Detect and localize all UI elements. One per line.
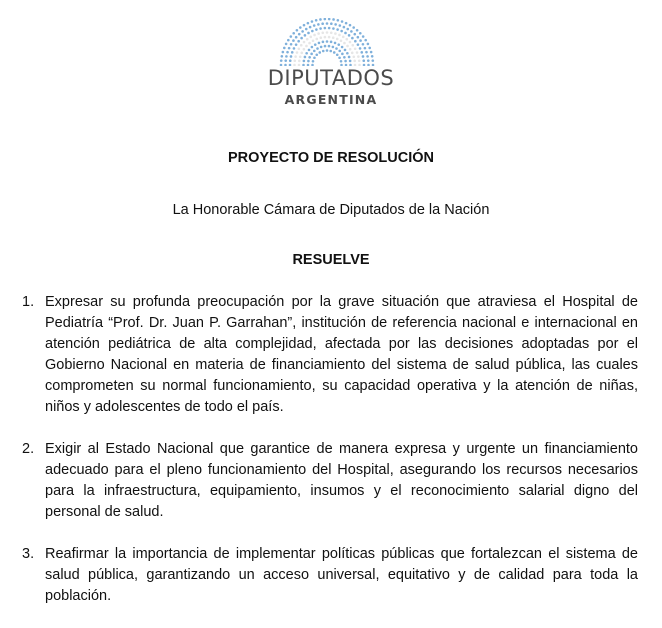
hemicycle-icon	[274, 18, 380, 66]
logo-title: DIPUTADOS	[267, 66, 395, 90]
resolution-item	[22, 544, 638, 607]
item-number: 2.	[22, 441, 35, 457]
resolution-item	[22, 439, 638, 523]
document-preamble: La Honorable Cámara de Diputados de la Nación	[172, 202, 490, 218]
resolution-items	[22, 292, 638, 628]
item-text: Expresar su profunda preocupación por la grave situación que atraviesa el Hospital de Pediatría “Prof. Dr. Juan P. Garrahan”, institución de referencia nacional e internacional en atención pediátrica de alta complejidad, afectada por las decisiones adoptadas por el Gobierno Nacional en materia de financiamiento del sistema de salud pública, las cuales comprometen su normal funcionamiento, su capacidad operativa y la atención de niñas, niños y adolescentes de todo el país.	[45, 294, 638, 415]
resolves-heading: RESUELVE	[292, 252, 370, 268]
resolution-item	[22, 292, 638, 418]
item-text: Reafirmar la importancia de implementar políticas públicas que fortalezcan el sistema de salud pública, garantizando un acceso universal, equitativo y de calidad para toda la población.	[45, 546, 638, 604]
item-number: 3.	[22, 546, 35, 562]
item-number: 1.	[22, 294, 35, 310]
logo-subtitle: ARGENTINA	[284, 92, 378, 107]
document-title: PROYECTO DE RESOLUCIÓN	[228, 150, 434, 166]
item-text: Exigir al Estado Nacional que garantice de manera expresa y urgente un financiamiento adecuado para el pleno funcionamiento del Hospital, asegurando los recursos necesarios para la infraestructura, equipamiento, insumos y el reconocimiento salarial digno del personal de salud.	[45, 441, 638, 520]
diputados-logo	[0, 0, 662, 110]
